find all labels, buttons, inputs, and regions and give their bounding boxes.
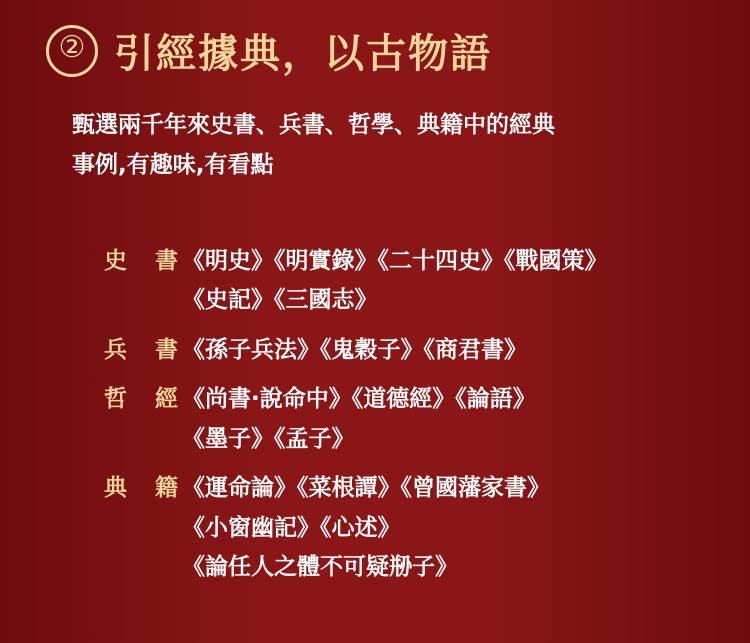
reference-category-label: 典 籍 bbox=[104, 475, 189, 502]
reference-item-line: 《論任人之體不可疑剙子》 bbox=[182, 554, 458, 581]
reference-items bbox=[182, 380, 682, 459]
reference-category-label: 哲 經 bbox=[104, 386, 189, 413]
reference-table bbox=[0, 242, 750, 588]
subtitle-line-2: 事例,有趣味,有看點 bbox=[72, 152, 274, 179]
subtitle-line-1: 甄選兩千年來史書、兵書、哲學、典籍中的經典 bbox=[72, 112, 555, 138]
reference-item-line: 《孫子兵法》《鬼穀子》《商君書》 bbox=[182, 336, 527, 363]
reference-item-line: 《小窗幽記》《心述》 bbox=[182, 514, 401, 541]
reference-row bbox=[104, 331, 750, 371]
reference-item-line: 《墨子》《孟子》 bbox=[182, 425, 355, 452]
reference-row bbox=[104, 380, 750, 459]
reference-items bbox=[182, 242, 682, 321]
reference-items bbox=[182, 331, 682, 371]
reference-item-line: 《明史》《明實錄》《二十四史》《戰國策》 bbox=[182, 247, 608, 274]
reference-row bbox=[104, 469, 750, 588]
reference-category-label: 史 書 bbox=[104, 247, 189, 274]
reference-item-line: 《尚書·說命中》《道德經》《論語》 bbox=[182, 386, 536, 413]
reference-item-line: 《運命論》《菜根譚》《曾國藩家書》 bbox=[182, 475, 550, 502]
heading bbox=[0, 0, 750, 79]
subtitle bbox=[72, 105, 697, 186]
reference-row bbox=[104, 242, 750, 321]
reference-category-label: 兵 書 bbox=[104, 336, 189, 363]
reference-items bbox=[182, 469, 682, 588]
page-title: 引經據典，以古物語 bbox=[114, 31, 492, 77]
section-number-badge: ② bbox=[46, 25, 98, 77]
reference-item-line: 《史記》《三國志》 bbox=[182, 287, 378, 314]
